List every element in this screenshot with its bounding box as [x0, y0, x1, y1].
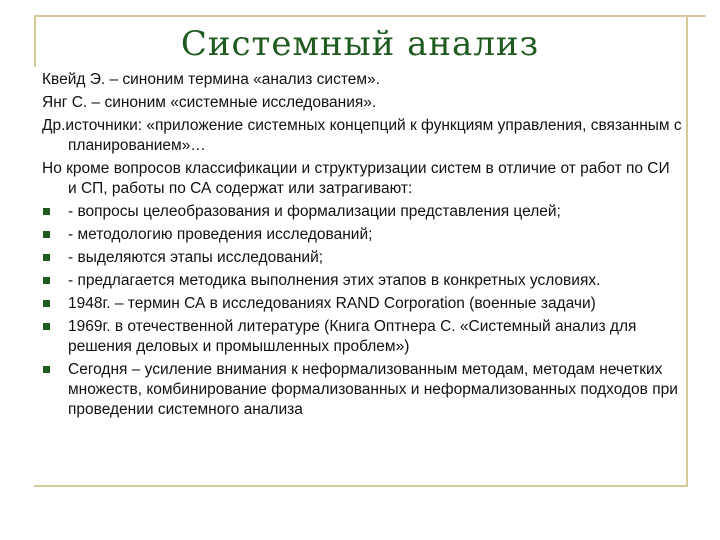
square-bullet-icon [43, 277, 50, 284]
bullet-text: Сегодня – усиление внимания к неформализованным методам, методам нечетких множеств, комбинирование формализованных и неформализованных подходов при проведении системного анализа [68, 361, 678, 418]
bullet-text: - методологию проведения исследований; [68, 226, 373, 243]
bullet-item [42, 225, 682, 245]
bullet-item [42, 248, 682, 268]
paragraph-besides: Но кроме вопросов классификации и структуризации систем в отличие от работ по СИ и СП, работы по СА содержат или затрагивают: [42, 160, 670, 197]
paragraph-kweid: Квейд Э. – синоним термина «анализ систем». [42, 71, 380, 88]
bullet-item [42, 202, 682, 222]
bullet-text: - предлагается методика выполнения этих этапов в конкретных условиях. [68, 272, 601, 289]
square-bullet-icon [43, 231, 50, 238]
frame-bottom-line [34, 485, 688, 487]
bullet-text: 1969г. в отечественной литературе (Книга Оптнера С. «Системный анализ для решения деловых и промышленных проблем») [68, 318, 637, 355]
bullet-text: - выделяются этапы исследований; [68, 249, 324, 266]
square-bullet-icon [43, 254, 50, 261]
frame-top-line [34, 15, 706, 17]
bullet-item [42, 271, 682, 291]
frame-right-line [686, 15, 688, 485]
slide-body [42, 70, 682, 423]
paragraph-other-sources: Др.источники: «приложение системных концепций к функциям управления, связанным с планированием»… [42, 117, 682, 154]
bullet-item [42, 360, 682, 420]
bullet-text: 1948г. – термин СА в исследованиях RAND Corporation (военные задачи) [68, 295, 596, 312]
slide-title: Системный анализ [180, 24, 540, 64]
bullet-text: - вопросы целеобразования и формализации представления целей; [68, 203, 561, 220]
square-bullet-icon [43, 323, 50, 330]
paragraph-yang: Янг С. – синоним «системные исследования». [42, 94, 377, 111]
bullet-item [42, 294, 682, 314]
bullet-item [42, 317, 682, 357]
square-bullet-icon [43, 366, 50, 373]
square-bullet-icon [43, 300, 50, 307]
square-bullet-icon [43, 208, 50, 215]
